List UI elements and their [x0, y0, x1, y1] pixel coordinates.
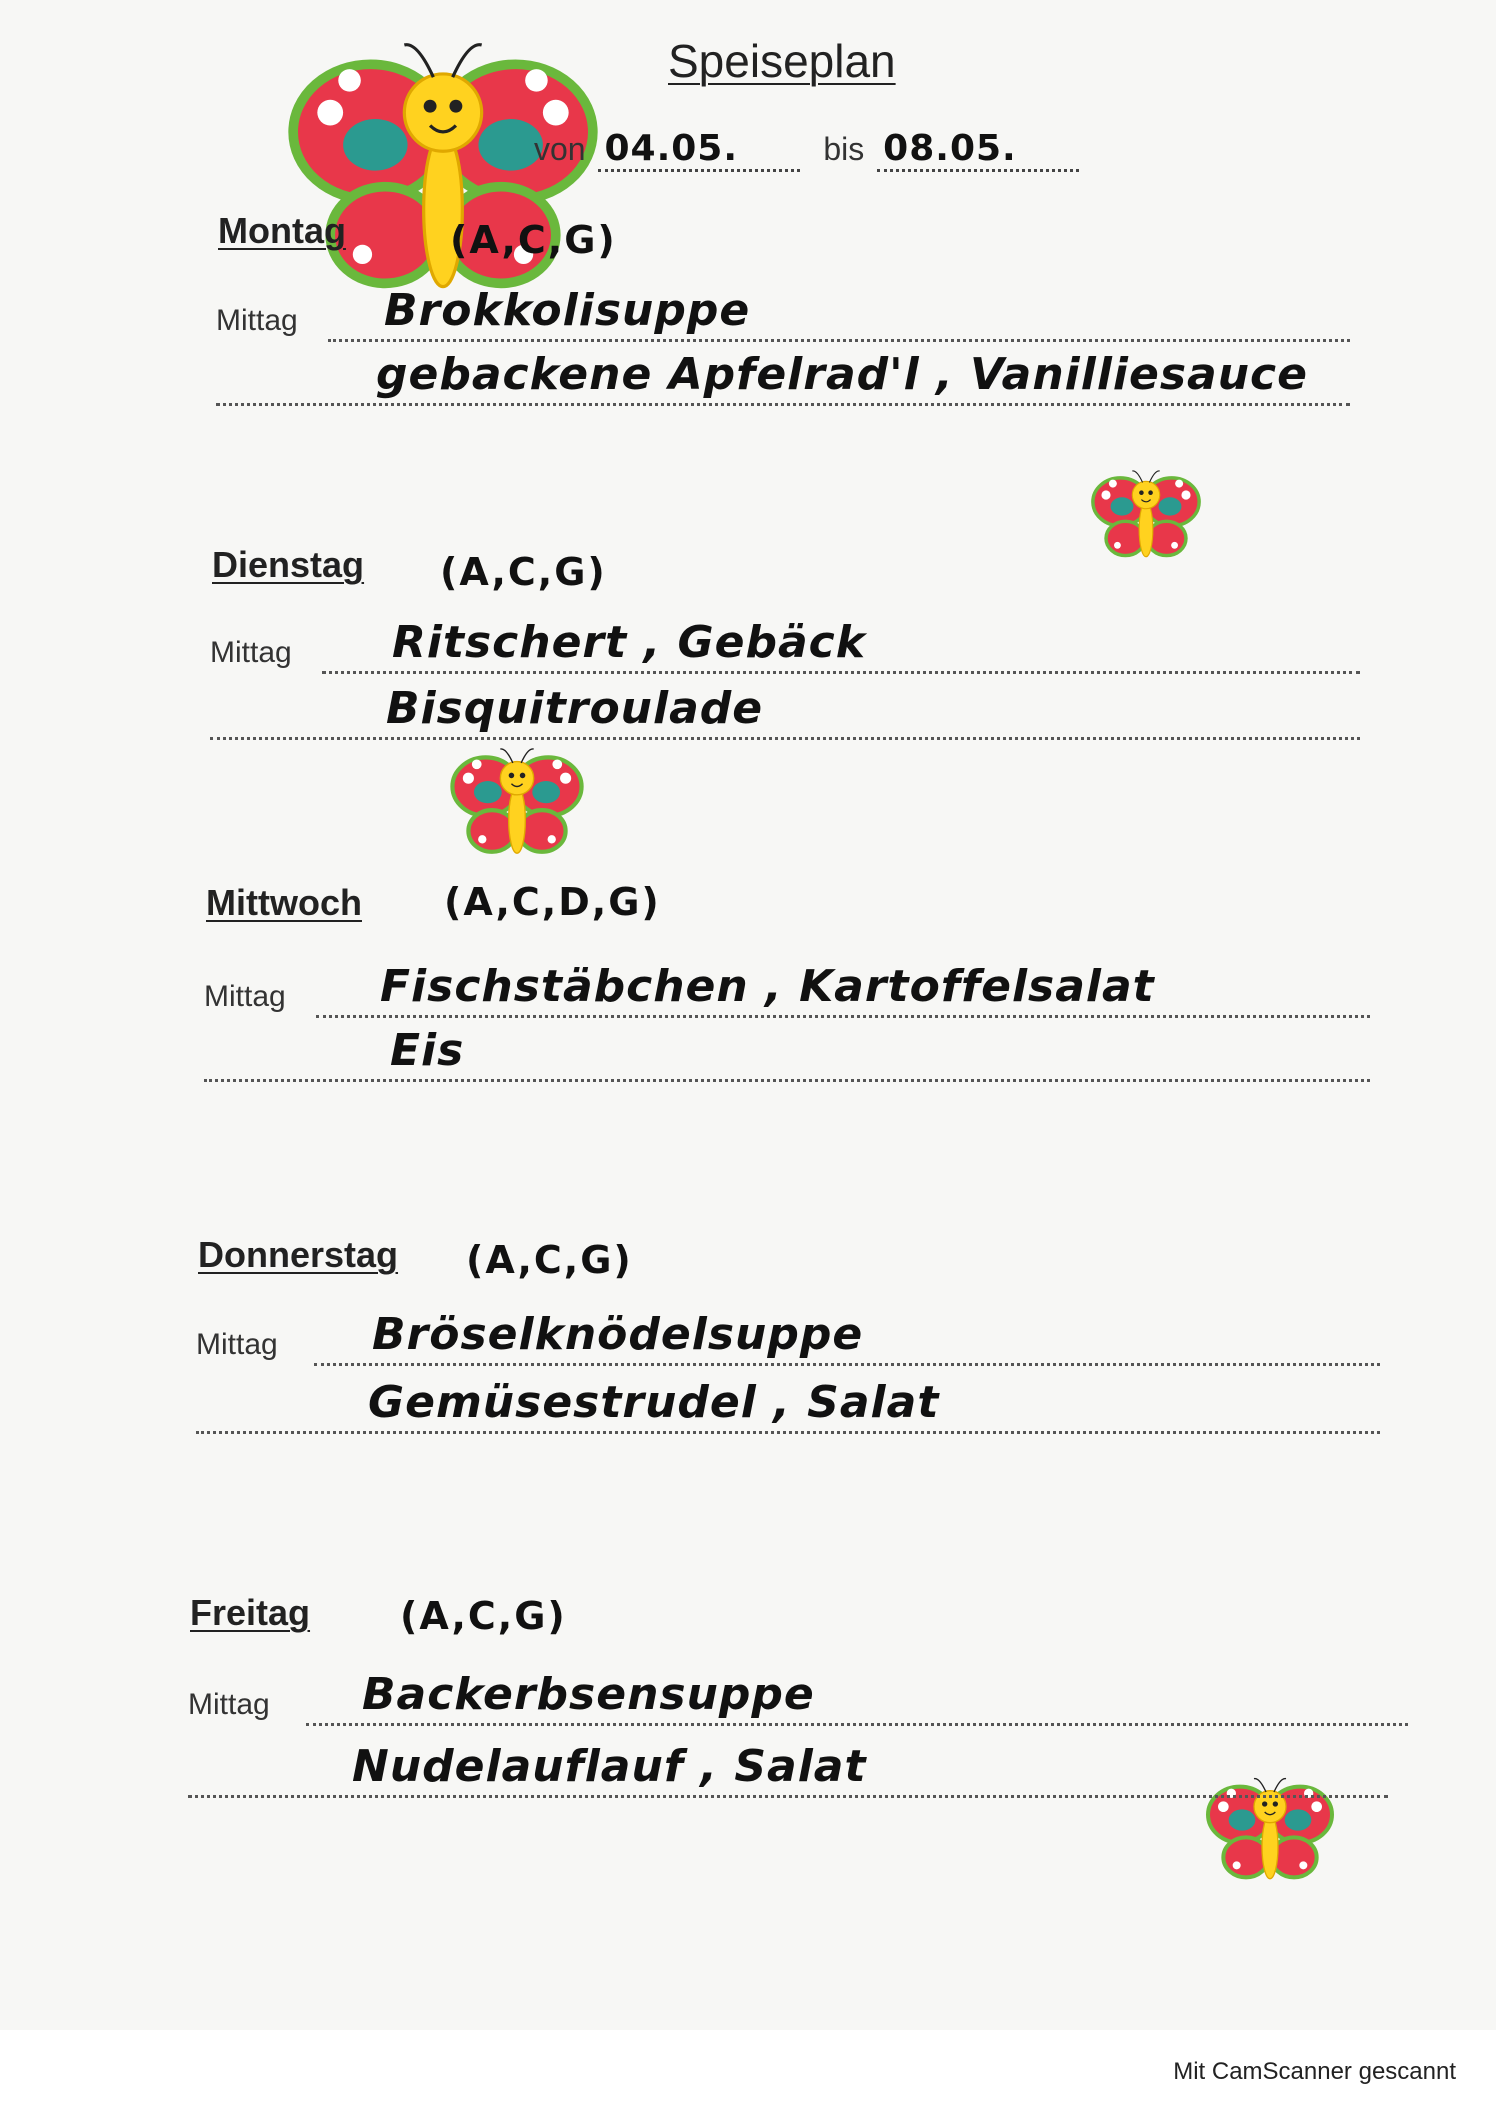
dish-text: Fischstäbchen , Kartoffelsalat	[380, 961, 1155, 1012]
meal-row	[216, 350, 1350, 406]
meal-label: Mittag	[210, 636, 292, 669]
meal-label: Mittag	[188, 1688, 270, 1721]
dotted-line	[204, 1079, 1370, 1082]
dish-text: Backerbsensuppe	[362, 1669, 815, 1720]
meal-row	[204, 962, 1370, 1018]
allergens: (A,C,G)	[450, 218, 617, 262]
dish-text: Brokkolisuppe	[384, 285, 751, 336]
meal-row	[204, 1026, 1370, 1082]
date-to-label: bis	[823, 131, 865, 167]
allergens: (A,C,G)	[400, 1594, 567, 1638]
dotted-line	[188, 1795, 1388, 1798]
allergens: (A,C,G)	[440, 550, 607, 594]
butterfly-icon	[1086, 460, 1206, 570]
meal-row	[216, 286, 1350, 342]
dish-text: Bröselknödelsuppe	[372, 1309, 864, 1360]
day-name: Mittwoch	[206, 882, 362, 923]
meal-row	[196, 1310, 1380, 1366]
allergens: (A,C,G)	[466, 1238, 633, 1282]
day-name: Donnerstag	[198, 1234, 399, 1275]
date-to-value: 08.05.	[877, 128, 1079, 172]
day-name: Montag	[218, 210, 346, 251]
meal-row	[196, 1378, 1380, 1434]
dish-text: Ritschert , Gebäck	[392, 617, 867, 668]
dotted-line	[216, 403, 1350, 406]
dish-text: Gemüsestrudel , Salat	[368, 1377, 940, 1428]
meal-label: Mittag	[204, 980, 286, 1013]
date-range	[534, 128, 1093, 172]
meal-row	[210, 618, 1360, 674]
meal-row	[188, 1742, 1388, 1798]
dotted-line	[196, 1431, 1380, 1434]
scanner-footer: Mit CamScanner gescannt	[1173, 2058, 1456, 2085]
dotted-line	[316, 1015, 1370, 1018]
dotted-line	[210, 737, 1360, 740]
page-title: Speiseplan	[668, 35, 896, 87]
dish-text: Bisquitroulade	[386, 683, 764, 734]
dotted-line	[328, 339, 1350, 342]
allergens: (A,C,D,G)	[444, 880, 661, 924]
meal-row	[210, 684, 1360, 740]
meal-label: Mittag	[196, 1328, 278, 1361]
date-from-label: von	[534, 131, 586, 167]
butterfly-icon	[432, 740, 602, 865]
dish-text: Eis	[390, 1025, 465, 1076]
dotted-line	[322, 671, 1360, 674]
dotted-line	[306, 1723, 1408, 1726]
dotted-line	[314, 1363, 1380, 1366]
day-name: Freitag	[190, 1592, 311, 1633]
day-name: Dienstag	[212, 544, 365, 585]
meal-label: Mittag	[216, 304, 298, 337]
date-from-value: 04.05.	[598, 128, 800, 172]
meal-row	[188, 1670, 1408, 1726]
dish-text: gebackene Apfelrad'l , Vanilliesauce	[376, 349, 1308, 400]
dish-text: Nudelauflauf , Salat	[352, 1741, 867, 1792]
